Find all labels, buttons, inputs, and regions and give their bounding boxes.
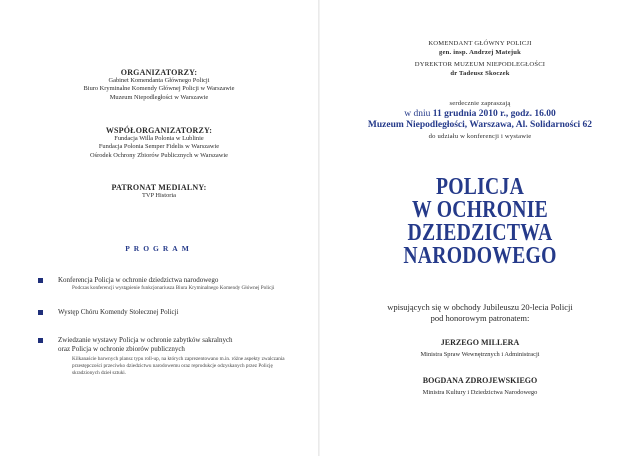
patron2-block	[320, 376, 640, 397]
bullet-icon	[38, 310, 43, 315]
coorganizers-block	[0, 126, 318, 160]
title-line: W OCHRONIE	[411, 197, 549, 223]
program-item-title: Zwiedzanie wystawy Policja w ochronie zabytków sakralnych	[58, 336, 233, 344]
coorganizers-heading: WSPÓŁORGANIZATORZY:	[105, 126, 213, 135]
program-item-title: Konferencja Policja w ochronie dziedzictwa narodowego	[58, 276, 219, 284]
program-item	[38, 308, 298, 317]
program-item-title-continued: oraz Policja w ochronie zbiorów publicznych	[58, 345, 185, 353]
title-line: DZIEDZICTWA	[407, 220, 553, 246]
patron1-name: JERZEGO MILLERA	[440, 338, 520, 347]
invitation-block	[320, 100, 640, 141]
host2-name: dr Tadeusz Skoczek	[450, 69, 510, 77]
event-title	[320, 176, 640, 268]
occasion-line: pod honorowym patronatem:	[430, 313, 530, 323]
patron1-block	[320, 338, 640, 359]
occasion-line: wpisujących się w obchody Jubileuszu 20-lecia Policji	[387, 302, 573, 312]
patron2-name: BOGDANA ZDROJEWSKIEGO	[422, 376, 538, 385]
program-item-description: Podczas konferencji wystąpienie funkcjonariusza Biura Kryminalnego Komendy Głównej Policji	[72, 285, 275, 291]
host1-name: gen. insp. Andrzej Matejuk	[439, 48, 521, 56]
coorganizer-line: Ośrodek Ochrony Zbiorów Publicznych w Warszawie	[90, 151, 228, 159]
patron1-role: Ministra Spraw Wewnętrznych i Administracji	[420, 351, 540, 358]
patron2-role: Ministra Kultury i Dziedzictwa Narodowego	[422, 389, 538, 396]
host2-title: DYREKTOR MUZEUM NIEPODLEGŁOŚCI	[414, 61, 546, 69]
program-item-title: Występ Chóru Komendy Stołecznej Policji	[58, 308, 179, 316]
organizer-line: Muzeum Niepodległości w Warszawie	[109, 93, 209, 101]
organizers-heading: ORGANIZATORZY:	[120, 68, 198, 77]
event-place: Muzeum Niepodległości, Warszawa, Al. Solidarności 62	[367, 119, 593, 130]
participation-text: do udziału w konferencji i wystawie	[428, 132, 532, 140]
organizer-line: Gabinet Komendanta Głównego Policji	[108, 77, 210, 84]
date-value: 11 grudnia 2010 r., godz. 16.00	[432, 108, 556, 119]
invite-text: serdecznie zapraszają	[449, 100, 511, 107]
host1-title: KOMENDANT GŁÓWNY POLICJI	[428, 40, 532, 47]
coorganizer-line: Fundacja Polonia Semper Fidelis w Warszawie	[98, 143, 220, 151]
program-item	[38, 336, 298, 377]
organizer-line: Biuro Kryminalne Komendy Głównej Policji w Warszawie	[83, 85, 235, 93]
event-date	[320, 109, 640, 120]
program-item-description: Kilkanaście barwnych plansz typu roll-up, na których zaprezentowano m.in. różne aspekty zwalczania przestępczości przeciwko dziedzictwu narodowemu oraz reprodukcje odzyskanych przez Policję skradzionych dzieł sztuki.	[72, 356, 285, 376]
hosts-block	[320, 40, 640, 78]
bullet-icon	[38, 338, 43, 343]
title-line: NARODOWEGO	[403, 243, 557, 269]
occasion-block	[320, 302, 640, 324]
media-patron-heading: PATRONAT MEDIALNY:	[111, 183, 207, 192]
coorganizer-line: Fundacja Willa Polonia w Lublinie	[114, 135, 204, 142]
date-prefix: w dniu	[404, 108, 433, 119]
bullet-icon	[38, 278, 43, 283]
program-item	[38, 276, 298, 292]
left-page	[0, 0, 318, 456]
organizers-block	[0, 68, 318, 102]
right-page	[320, 0, 640, 456]
media-patron-block	[0, 183, 318, 200]
media-patron-line: TVP Historia	[141, 192, 177, 199]
program-title: PROGRAM	[125, 244, 193, 253]
title-line: POLICJA	[435, 174, 525, 200]
